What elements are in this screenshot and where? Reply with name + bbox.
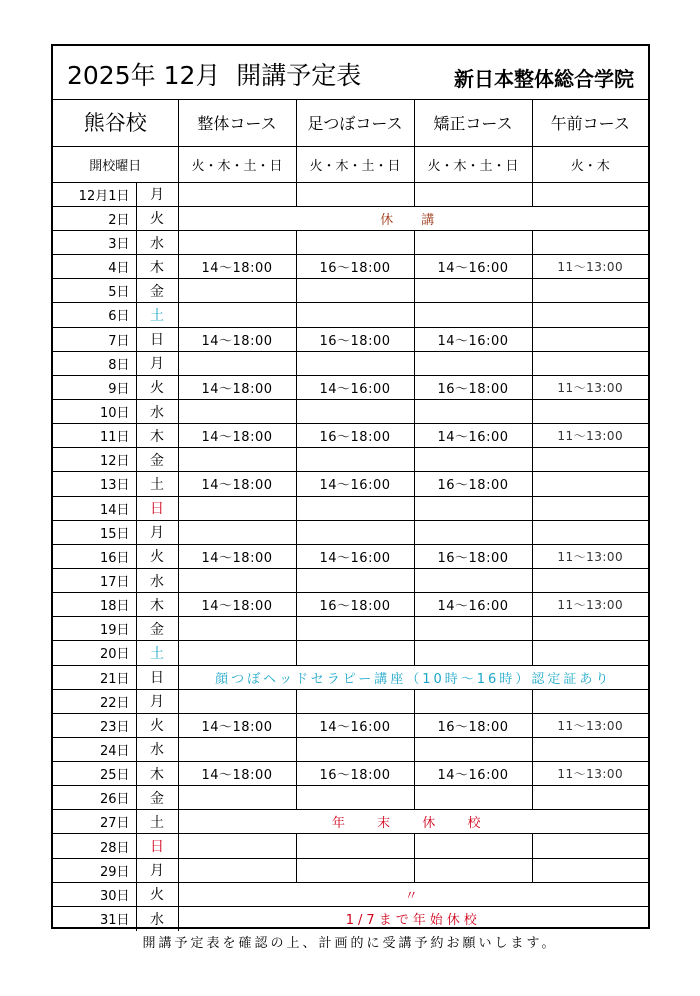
time-cell-gozen bbox=[532, 399, 648, 423]
day-row bbox=[53, 327, 648, 351]
time-cell-ashitsubo bbox=[296, 858, 414, 882]
open-days-seitai: 火・木・土・日 bbox=[178, 146, 296, 182]
day-row bbox=[53, 737, 648, 761]
weekday-cell: 月 bbox=[136, 689, 178, 713]
time-cell-ashitsubo bbox=[296, 617, 414, 641]
day-row bbox=[53, 424, 648, 448]
time-cell-gozen bbox=[532, 520, 648, 544]
weekday-cell: 水 bbox=[136, 230, 178, 254]
day-row bbox=[53, 255, 648, 279]
course-header-ashitsubo: 足つぼコース bbox=[296, 99, 414, 146]
date-cell: 26日 bbox=[53, 786, 136, 810]
time-cell-gozen: 11～13:00 bbox=[532, 762, 648, 786]
time-cell-gozen bbox=[532, 786, 648, 810]
time-cell-gozen bbox=[532, 303, 648, 327]
time-cell-seitai: 14～18:00 bbox=[178, 327, 296, 351]
day-row bbox=[53, 906, 648, 931]
footer-note: 開講予定表を確認の上、計画的に受講予約お願いします。 bbox=[142, 936, 558, 951]
time-cell-ashitsubo: 16～18:00 bbox=[296, 327, 414, 351]
time-cell-seitai bbox=[178, 399, 296, 423]
day-row bbox=[53, 206, 648, 230]
time-cell-ashitsubo bbox=[296, 568, 414, 592]
time-cell-gozen bbox=[532, 472, 648, 496]
day-row bbox=[53, 182, 648, 206]
weekday-cell: 水 bbox=[136, 568, 178, 592]
weekday-cell: 木 bbox=[136, 762, 178, 786]
time-cell-ashitsubo: 14～16:00 bbox=[296, 544, 414, 568]
time-cell-gozen bbox=[532, 279, 648, 303]
time-cell-kyosei bbox=[414, 858, 532, 882]
day-row bbox=[53, 762, 648, 786]
time-cell-gozen bbox=[532, 327, 648, 351]
time-cell-gozen bbox=[532, 617, 648, 641]
time-cell-ashitsubo bbox=[296, 834, 414, 858]
date-cell: 3日 bbox=[53, 230, 136, 254]
date-cell: 10日 bbox=[53, 399, 136, 423]
time-cell-kyosei bbox=[414, 520, 532, 544]
date-cell: 5日 bbox=[53, 279, 136, 303]
date-cell: 9日 bbox=[53, 375, 136, 399]
row-note: 休 講 bbox=[178, 206, 648, 230]
date-cell: 24日 bbox=[53, 737, 136, 761]
schedule-table bbox=[53, 99, 648, 931]
branch-name: 熊谷校 bbox=[53, 99, 178, 146]
day-row bbox=[53, 593, 648, 617]
title-row bbox=[53, 46, 648, 100]
day-row bbox=[53, 786, 648, 810]
time-cell-seitai bbox=[178, 834, 296, 858]
date-cell: 25日 bbox=[53, 762, 136, 786]
time-cell-gozen bbox=[532, 641, 648, 665]
weekday-cell: 金 bbox=[136, 617, 178, 641]
time-cell-seitai bbox=[178, 568, 296, 592]
time-cell-ashitsubo bbox=[296, 303, 414, 327]
time-cell-kyosei bbox=[414, 182, 532, 206]
time-cell-seitai bbox=[178, 520, 296, 544]
time-cell-ashitsubo: 14～16:00 bbox=[296, 472, 414, 496]
day-row bbox=[53, 834, 648, 858]
time-cell-kyosei: 14～16:00 bbox=[414, 327, 532, 351]
time-cell-seitai: 14～18:00 bbox=[178, 544, 296, 568]
open-days-kyosei: 火・木・土・日 bbox=[414, 146, 532, 182]
time-cell-ashitsubo: 16～18:00 bbox=[296, 762, 414, 786]
weekday-cell: 金 bbox=[136, 786, 178, 810]
time-cell-gozen bbox=[532, 230, 648, 254]
time-cell-kyosei bbox=[414, 496, 532, 520]
time-cell-gozen bbox=[532, 858, 648, 882]
time-cell-gozen: 11～13:00 bbox=[532, 255, 648, 279]
day-row bbox=[53, 810, 648, 834]
date-cell: 16日 bbox=[53, 544, 136, 568]
time-cell-gozen bbox=[532, 351, 648, 375]
time-cell-seitai bbox=[178, 351, 296, 375]
time-cell-seitai bbox=[178, 689, 296, 713]
time-cell-kyosei: 14～16:00 bbox=[414, 424, 532, 448]
time-cell-kyosei: 14～16:00 bbox=[414, 255, 532, 279]
date-cell: 2日 bbox=[53, 206, 136, 230]
day-row bbox=[53, 303, 648, 327]
row-note: 〃 bbox=[178, 882, 648, 906]
time-cell-seitai bbox=[178, 230, 296, 254]
weekday-cell: 金 bbox=[136, 279, 178, 303]
date-cell: 12月1日 bbox=[53, 182, 136, 206]
date-cell: 8日 bbox=[53, 351, 136, 375]
time-cell-kyosei bbox=[414, 303, 532, 327]
date-cell: 20日 bbox=[53, 641, 136, 665]
time-cell-ashitsubo bbox=[296, 448, 414, 472]
time-cell-seitai bbox=[178, 303, 296, 327]
weekday-cell: 日 bbox=[136, 834, 178, 858]
time-cell-ashitsubo: 16～18:00 bbox=[296, 255, 414, 279]
time-cell-seitai bbox=[178, 641, 296, 665]
time-cell-seitai: 14～18:00 bbox=[178, 472, 296, 496]
time-cell-kyosei bbox=[414, 568, 532, 592]
time-cell-kyosei bbox=[414, 786, 532, 810]
time-cell-ashitsubo: 16～18:00 bbox=[296, 593, 414, 617]
time-cell-kyosei: 16～18:00 bbox=[414, 375, 532, 399]
day-row bbox=[53, 472, 648, 496]
day-row bbox=[53, 568, 648, 592]
school-name: 新日本整体総合学院 bbox=[454, 67, 634, 91]
course-header-gozen: 午前コース bbox=[532, 99, 648, 146]
schedule-sheet bbox=[51, 44, 650, 929]
time-cell-gozen bbox=[532, 737, 648, 761]
time-cell-ashitsubo bbox=[296, 689, 414, 713]
time-cell-seitai bbox=[178, 182, 296, 206]
time-cell-ashitsubo bbox=[296, 737, 414, 761]
date-cell: 23日 bbox=[53, 713, 136, 737]
date-cell: 6日 bbox=[53, 303, 136, 327]
time-cell-gozen bbox=[532, 448, 648, 472]
date-cell: 27日 bbox=[53, 810, 136, 834]
date-cell: 12日 bbox=[53, 448, 136, 472]
time-cell-kyosei: 14～16:00 bbox=[414, 762, 532, 786]
weekday-cell: 月 bbox=[136, 182, 178, 206]
time-cell-kyosei bbox=[414, 279, 532, 303]
day-row bbox=[53, 713, 648, 737]
day-row bbox=[53, 230, 648, 254]
time-cell-seitai bbox=[178, 617, 296, 641]
date-cell: 29日 bbox=[53, 858, 136, 882]
time-cell-ashitsubo bbox=[296, 279, 414, 303]
time-cell-kyosei bbox=[414, 641, 532, 665]
time-cell-seitai: 14～18:00 bbox=[178, 375, 296, 399]
time-cell-kyosei: 16～18:00 bbox=[414, 544, 532, 568]
time-cell-gozen bbox=[532, 182, 648, 206]
time-cell-seitai: 14～18:00 bbox=[178, 424, 296, 448]
course-header-seitai: 整体コース bbox=[178, 99, 296, 146]
day-row bbox=[53, 858, 648, 882]
day-row bbox=[53, 617, 648, 641]
time-cell-kyosei: 16～18:00 bbox=[414, 713, 532, 737]
open-days-row bbox=[53, 146, 648, 182]
day-row bbox=[53, 665, 648, 689]
day-row bbox=[53, 448, 648, 472]
time-cell-kyosei bbox=[414, 399, 532, 423]
time-cell-ashitsubo bbox=[296, 496, 414, 520]
weekday-cell: 土 bbox=[136, 472, 178, 496]
time-cell-kyosei bbox=[414, 351, 532, 375]
time-cell-gozen: 11～13:00 bbox=[532, 593, 648, 617]
date-cell: 30日 bbox=[53, 882, 136, 906]
time-cell-seitai: 14～18:00 bbox=[178, 255, 296, 279]
weekday-cell: 金 bbox=[136, 448, 178, 472]
day-row bbox=[53, 544, 648, 568]
weekday-cell: 水 bbox=[136, 906, 178, 931]
weekday-cell: 木 bbox=[136, 593, 178, 617]
time-cell-kyosei bbox=[414, 834, 532, 858]
open-days-ashitsubo: 火・木・土・日 bbox=[296, 146, 414, 182]
time-cell-gozen: 11～13:00 bbox=[532, 375, 648, 399]
weekday-cell: 土 bbox=[136, 810, 178, 834]
date-cell: 13日 bbox=[53, 472, 136, 496]
time-cell-ashitsubo: 14～16:00 bbox=[296, 713, 414, 737]
weekday-cell: 月 bbox=[136, 520, 178, 544]
row-note: 顔つぼヘッドセラピー講座（10時～16時）認定証あり bbox=[178, 665, 648, 689]
time-cell-kyosei bbox=[414, 617, 532, 641]
time-cell-seitai bbox=[178, 737, 296, 761]
weekday-cell: 日 bbox=[136, 327, 178, 351]
date-cell: 11日 bbox=[53, 424, 136, 448]
time-cell-ashitsubo bbox=[296, 230, 414, 254]
time-cell-gozen bbox=[532, 834, 648, 858]
time-cell-gozen: 11～13:00 bbox=[532, 713, 648, 737]
time-cell-ashitsubo: 16～18:00 bbox=[296, 424, 414, 448]
weekday-cell: 土 bbox=[136, 303, 178, 327]
page-title: 2025年 12月 開講予定表 bbox=[67, 61, 362, 90]
date-cell: 4日 bbox=[53, 255, 136, 279]
date-cell: 17日 bbox=[53, 568, 136, 592]
time-cell-gozen: 11～13:00 bbox=[532, 424, 648, 448]
time-cell-ashitsubo: 14～16:00 bbox=[296, 375, 414, 399]
time-cell-kyosei: 16～18:00 bbox=[414, 472, 532, 496]
time-cell-gozen bbox=[532, 689, 648, 713]
date-cell: 31日 bbox=[53, 906, 136, 931]
time-cell-ashitsubo bbox=[296, 351, 414, 375]
time-cell-ashitsubo bbox=[296, 399, 414, 423]
date-cell: 28日 bbox=[53, 834, 136, 858]
time-cell-kyosei bbox=[414, 689, 532, 713]
date-cell: 7日 bbox=[53, 327, 136, 351]
weekday-cell: 月 bbox=[136, 351, 178, 375]
weekday-cell: 木 bbox=[136, 424, 178, 448]
time-cell-gozen bbox=[532, 568, 648, 592]
date-cell: 18日 bbox=[53, 593, 136, 617]
course-header-row bbox=[53, 99, 648, 146]
time-cell-ashitsubo bbox=[296, 520, 414, 544]
time-cell-ashitsubo bbox=[296, 641, 414, 665]
day-row bbox=[53, 641, 648, 665]
day-row bbox=[53, 351, 648, 375]
day-row bbox=[53, 882, 648, 906]
row-note: 年 末 休 校 bbox=[178, 810, 648, 834]
open-days-gozen: 火・木 bbox=[532, 146, 648, 182]
time-cell-seitai: 14～18:00 bbox=[178, 713, 296, 737]
day-row bbox=[53, 399, 648, 423]
time-cell-kyosei: 14～16:00 bbox=[414, 593, 532, 617]
time-cell-ashitsubo bbox=[296, 182, 414, 206]
day-row bbox=[53, 279, 648, 303]
weekday-cell: 火 bbox=[136, 882, 178, 906]
time-cell-seitai bbox=[178, 786, 296, 810]
time-cell-seitai bbox=[178, 496, 296, 520]
date-cell: 14日 bbox=[53, 496, 136, 520]
day-row bbox=[53, 496, 648, 520]
time-cell-seitai: 14～18:00 bbox=[178, 593, 296, 617]
time-cell-kyosei bbox=[414, 230, 532, 254]
time-cell-seitai bbox=[178, 858, 296, 882]
course-header-kyosei: 矯正コース bbox=[414, 99, 532, 146]
time-cell-kyosei bbox=[414, 448, 532, 472]
time-cell-ashitsubo bbox=[296, 786, 414, 810]
row-note: 1/7まで年始休校 bbox=[178, 906, 648, 931]
weekday-cell: 木 bbox=[136, 255, 178, 279]
time-cell-gozen bbox=[532, 496, 648, 520]
date-cell: 19日 bbox=[53, 617, 136, 641]
weekday-cell: 水 bbox=[136, 737, 178, 761]
date-cell: 15日 bbox=[53, 520, 136, 544]
day-row bbox=[53, 375, 648, 399]
weekday-cell: 火 bbox=[136, 544, 178, 568]
weekday-cell: 水 bbox=[136, 399, 178, 423]
weekday-cell: 日 bbox=[136, 496, 178, 520]
weekday-cell: 月 bbox=[136, 858, 178, 882]
time-cell-gozen: 11～13:00 bbox=[532, 544, 648, 568]
weekday-cell: 土 bbox=[136, 641, 178, 665]
day-row bbox=[53, 689, 648, 713]
day-row bbox=[53, 520, 648, 544]
weekday-cell: 火 bbox=[136, 713, 178, 737]
weekday-cell: 火 bbox=[136, 206, 178, 230]
time-cell-seitai bbox=[178, 279, 296, 303]
time-cell-seitai: 14～18:00 bbox=[178, 762, 296, 786]
time-cell-kyosei bbox=[414, 737, 532, 761]
time-cell-seitai bbox=[178, 448, 296, 472]
open-days-label: 開校曜日 bbox=[53, 146, 178, 182]
weekday-cell: 火 bbox=[136, 375, 178, 399]
date-cell: 22日 bbox=[53, 689, 136, 713]
weekday-cell: 日 bbox=[136, 665, 178, 689]
date-cell: 21日 bbox=[53, 665, 136, 689]
